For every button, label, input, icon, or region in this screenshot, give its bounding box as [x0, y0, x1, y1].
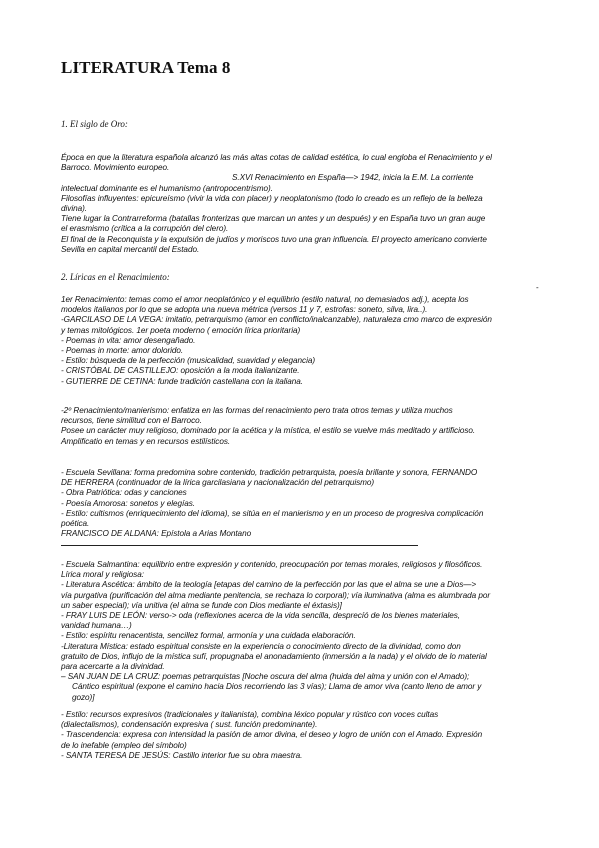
text-line: - Escuela Salmantina: equilibrio entre expresión y contenido, preocupación por temas morales, religiosos y filosóficos. — [61, 560, 483, 569]
paragraph-estilo-san-juan — [61, 710, 549, 761]
text-line: el erasmismo (crítica a la corrupción del clero). — [61, 224, 229, 234]
text-line: vía purgativa (purificación del alma mediante penitencia, se rechaza lo corporal); vía iluminativa (alma es alumbrada por — [61, 590, 491, 600]
text-line: - Poemas in vita: amor desengañado. — [61, 335, 196, 345]
text-line: - CRISTÓBAL DE CASTILLEJO: oposición a la moda italianizante. — [61, 366, 300, 376]
text-line: - Estilo: recursos expresivos (tradicionales y italianista), combina léxico popular y rústico con voces cultas — [61, 710, 439, 719]
text-line: DE HERRERA (continuador de la lírica garcilasiana y nacionalización del petrarquismo) — [61, 478, 375, 488]
text-line: poética. — [61, 519, 90, 529]
text-line: vanidad humana…) — [61, 621, 132, 631]
section-siglo-de-oro-body — [61, 153, 549, 255]
paragraph-escuela-sevillana — [61, 468, 549, 539]
underline-rule — [61, 545, 418, 546]
text-line: - Estilo: cultismos (enriquecimiento del idioma), se sitúa en el manierismo y en un proceso de progresiva complicación — [61, 508, 484, 518]
text-line: El final de la Reconquista y la expulsión de judíos y moriscos tuvo una gran influencia. El proyecto americano convierte — [61, 234, 487, 244]
paragraph-primer-renacimiento — [61, 295, 549, 387]
text-line: intelectual dominante es el humanismo (antropocentrismo). — [61, 183, 273, 193]
text-line: Lírica moral y religiosa: — [61, 570, 144, 580]
margin-mark: - — [536, 283, 539, 292]
text-line: Amplificatio en temas y en recursos estilísticos. — [61, 436, 231, 446]
text-line: - FRAY LUIS DE LEÓN: verso-> oda (reflexiones acerca de la vida sencilla, desprecíó de los bienes materiales, — [61, 611, 461, 621]
text-line: - Escuela Sevillana: forma predomina sobre contenido, tradición petrarquista, poesía brillante y sonora, FERNANDO — [61, 468, 478, 477]
text-line: modelos italianos por lo que se adopta una nueva métrica (versos 11 y 7, estrofas: soneto, silva, lira..). — [61, 305, 428, 315]
text-line: recursos, tiene similitud con el Barroco. — [61, 416, 202, 426]
text-line: FRANCISCO DE ALDANA: Epístola a Arias Montano — [61, 529, 252, 539]
paragraph-segundo-renacimiento — [61, 406, 549, 447]
text-line: - Poemas in morte: amor dolorido. — [61, 346, 184, 356]
text-line: Cántico espiritual (expone el camino hacia Dios recorriendo las 3 vías); Llama de amor viva (canto lleno de amor y — [72, 682, 482, 692]
text-line: Filosofías influyentes: epicureísmo (vivir la vida con placer) y neoplatonismo (todo lo creado es un reflejo de la belleza — [61, 193, 483, 203]
text-line: -2º Renacimiento/manierismo: enfatiza en las formas del renacimiento pero trata otros temas y utiliza muchos — [61, 406, 453, 415]
text-line: Sevilla en capital mercantil del Estado. — [61, 244, 200, 254]
text-line: - Estilo: espíritu renacentista, sencillez formal, armonía y una cuidada elaboración. — [61, 631, 356, 641]
text-line: 1er Renacimiento: temas como el amor neoplatónico y el equilibrio (estilo natural, no demasiados adj.), acepta los — [61, 295, 469, 304]
text-line: Barroco. Movimiento europeo. — [61, 163, 170, 173]
text-line: Posee un carácter muy religioso, dominado por la acética y la mística, el estilo se vuelve más meditado y artificioso. — [61, 426, 476, 436]
section-heading-liricas: 2. Líricas en el Renacimiento: — [61, 272, 170, 282]
text-line: y temas mitológicos. 1er poeta moderno ( emoción lírica prioritaria) — [61, 325, 301, 335]
text-line: gratuito de Dios, influjo de la mística sufí, propugnaba el anonadamiento (inmersión a la nada) y el olvido de lo material — [61, 651, 487, 661]
text-line: - GUTIERRE DE CETINA: funde tradición castellana con la italiana. — [61, 376, 304, 386]
text-line: divina). — [61, 204, 87, 214]
text-line: gozo)] — [72, 692, 95, 702]
text-line: Época en que la literatura española alcanzó las más altas cotas de calidad estética, lo cual engloba el Renacimiento y el — [61, 153, 492, 162]
section-heading-siglo-de-oro: 1. El siglo de Oro: — [61, 119, 128, 129]
paragraph-escuela-salmantina — [61, 560, 549, 703]
text-line: - Estilo: búsqueda de la perfección (musicalidad, suavidad y elegancia) — [61, 356, 316, 366]
text-line: - Trascendencia: expresa con intensidad la pasión de amor divina, el deseo y logro de unión con el Amado. Expresión — [61, 730, 483, 740]
page-title: LITERATURA Tema 8 — [61, 58, 231, 77]
text-line: un saber especial); vía unitiva (el alma se funde con Dios mediante el éxtasis)] — [61, 600, 342, 610]
text-line: -GARCILASO DE LA VEGA: imitatio, petrarquismo (amor en conflicto/inalcanzable), naturaleza cmo marco de expresión — [61, 315, 492, 325]
text-line: (dialectalismos), condensación expresiva ( sust. función predominante). — [61, 720, 318, 730]
text-line: - Obra Patriótica: odas y canciones — [61, 488, 187, 498]
text-line: – SAN JUAN DE LA CRUZ: poemas petrarquistas [Noche oscura del alma (huida del alma y unión con el Amado); — [61, 672, 470, 682]
text-line: de lo inefable (empleo del símbolo) — [61, 740, 187, 750]
text-line: -Literatura Mística: estado espiritual consiste en la experiencia o conocimiento directo de la divinidad, como don — [61, 641, 461, 651]
text-line: - Poesía Amorosa: sonetos y elegías. — [61, 498, 195, 508]
text-line: - Literatura Ascética: ámbito de la teología [etapas del camino de la perfección por las que el alma se une a Dios—> — [61, 580, 477, 590]
text-line: Tiene lugar la Contrarreforma (batallas fronterizas que marcan un antes y un después) y en España tuvo un gran auge — [61, 214, 486, 224]
text-line: para acercarte a la divinidad. — [61, 662, 165, 672]
text-line: - SANTA TERESA DE JESÚS: Castillo interior fue su obra maestra. — [61, 750, 303, 760]
text-line: S.XVI Renacimiento en España—> 1942, inicia la E.M. La corriente — [232, 173, 474, 183]
